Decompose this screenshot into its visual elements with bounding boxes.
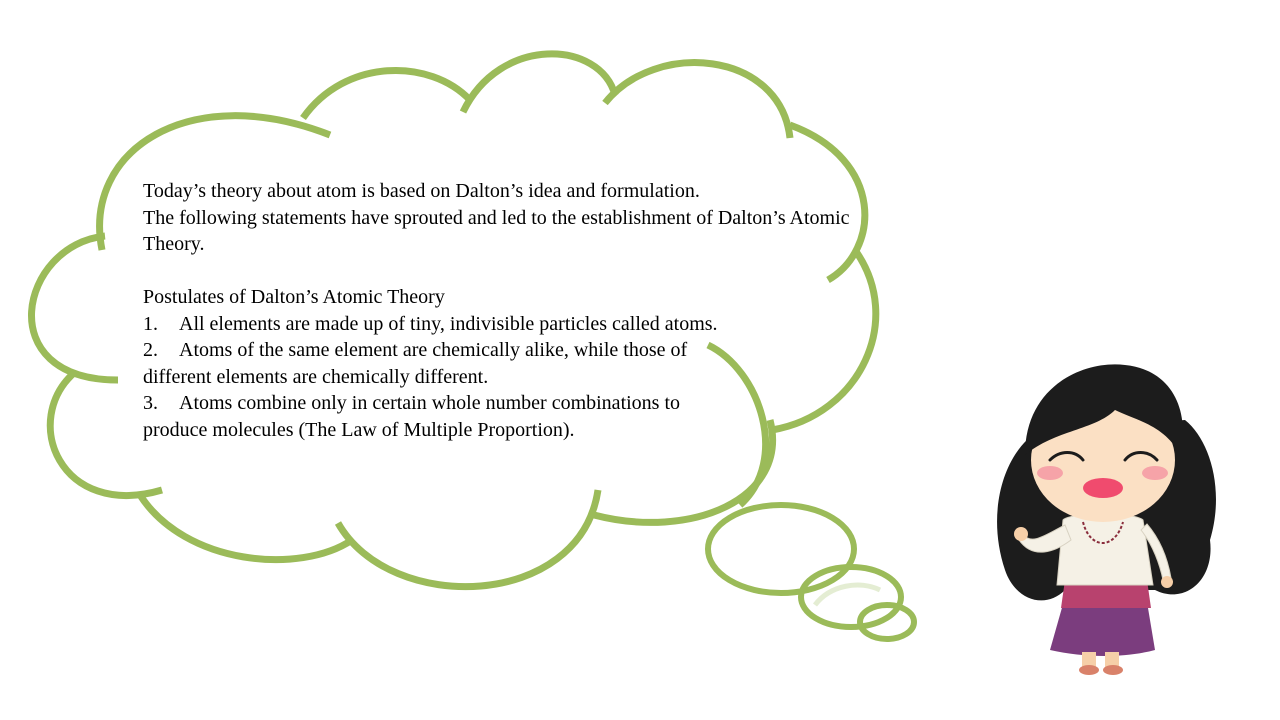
postulate-text: All elements are made up of tiny, indivisible particles called atoms. (179, 312, 718, 335)
hand-right (1161, 576, 1173, 588)
cloud-lobe-top-center (463, 54, 615, 112)
shoe-left (1079, 665, 1099, 675)
hand-left (1014, 527, 1028, 541)
intro-line-2: The following statements have sprouted and led to the establishment of Dalton’s Atomic Theory. (143, 206, 850, 255)
thought-bubble-medium (801, 567, 901, 627)
shoe-right (1103, 665, 1123, 675)
postulate-number: 2. (143, 339, 158, 361)
cloud-lobe-top-middle (303, 70, 470, 118)
thought-bubble-large (708, 505, 854, 593)
cloud-text (143, 178, 863, 443)
cheek-right (1142, 466, 1168, 480)
cloud-lobe-bottom-middle (338, 490, 598, 587)
postulate-1 (143, 311, 863, 338)
cloud-lobe-top-right (605, 63, 790, 138)
postulate-3 (143, 390, 743, 443)
bubble-highlight (815, 585, 880, 605)
postulate-number: 1. (143, 312, 158, 335)
postulate-number: 3. (143, 392, 158, 414)
postulate-text: Atoms of the same element are chemically alike, while those of different elements are chemically different. (143, 339, 688, 388)
intro-line-1: Today’s theory about atom is based on Dalton’s idea and formulation. (143, 180, 700, 202)
postulates-heading: Postulates of Dalton’s Atomic Theory (143, 286, 445, 308)
cloud-lobe-left-upper (31, 236, 118, 380)
blouse (1057, 514, 1153, 585)
cartoon-girl-illustration (975, 340, 1225, 680)
postulate-text: Atoms combine only in certain whole number combinations to produce molecules (The Law of Multiple Proportion). (143, 392, 681, 441)
cheek-left (1037, 466, 1063, 480)
spacer (143, 258, 863, 285)
postulate-2 (143, 337, 743, 390)
mouth (1083, 478, 1123, 498)
thought-bubble-small (860, 605, 914, 639)
cloud-lobe-bottom-left (140, 495, 352, 560)
